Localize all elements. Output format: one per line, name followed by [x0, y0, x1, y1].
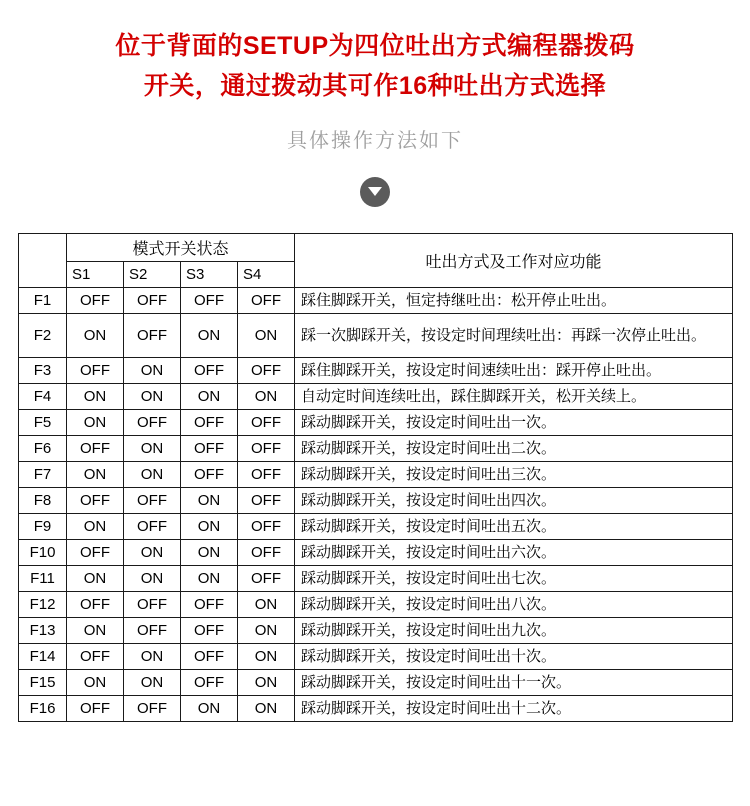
switch-state-s4: OFF [238, 288, 295, 314]
switch-state-s4: OFF [238, 462, 295, 488]
switch-state-s4: ON [238, 696, 295, 722]
switch-state-s1: OFF [67, 436, 124, 462]
switch-state-s3: OFF [181, 670, 238, 696]
switch-state-s3: OFF [181, 358, 238, 384]
switch-state-s2: ON [124, 384, 181, 410]
row-mode-id: F15 [19, 670, 67, 696]
table-row [19, 592, 733, 618]
switch-state-s1: ON [67, 618, 124, 644]
row-description: 踩动脚踩开关，按设定时间吐出十次。 [295, 644, 733, 670]
switch-state-s3: OFF [181, 436, 238, 462]
row-description: 自动定时间连续吐出，踩住脚踩开关，松开关续上。 [295, 384, 733, 410]
switch-state-s4: OFF [238, 488, 295, 514]
row-description: 踩动脚踩开关，按设定时间吐出十一次。 [295, 670, 733, 696]
switch-state-s1: OFF [67, 358, 124, 384]
header-switch-s3: S3 [181, 262, 238, 288]
row-mode-id: F11 [19, 566, 67, 592]
switch-state-s1: OFF [67, 644, 124, 670]
table-row [19, 288, 733, 314]
switch-state-s4: ON [238, 384, 295, 410]
switch-state-s2: OFF [124, 514, 181, 540]
switch-state-s3: ON [181, 514, 238, 540]
switch-state-s4: OFF [238, 410, 295, 436]
switch-state-s4: OFF [238, 514, 295, 540]
switch-state-s2: ON [124, 670, 181, 696]
table-row [19, 314, 733, 358]
header-output-function: 吐出方式及工作对应功能 [295, 234, 733, 288]
page-title [0, 0, 750, 106]
page-subtitle: 具体操作方法如下 [287, 130, 463, 152]
row-mode-id: F13 [19, 618, 67, 644]
switch-state-s2: ON [124, 436, 181, 462]
row-description: 踩动脚踩开关，按设定时间吐出九次。 [295, 618, 733, 644]
row-mode-id: F14 [19, 644, 67, 670]
row-mode-id: F3 [19, 358, 67, 384]
table-row [19, 514, 733, 540]
row-mode-id: F8 [19, 488, 67, 514]
row-description: 踩动脚踩开关，按设定时间吐出十二次。 [295, 696, 733, 722]
table-row [19, 462, 733, 488]
switch-state-s2: ON [124, 566, 181, 592]
header-mode-switch-state: 模式开关状态 [67, 234, 295, 262]
switch-state-s2: ON [124, 540, 181, 566]
switch-state-s1: ON [67, 514, 124, 540]
switch-state-s4: OFF [238, 358, 295, 384]
switch-state-s3: ON [181, 566, 238, 592]
table-row [19, 566, 733, 592]
switch-state-s1: OFF [67, 592, 124, 618]
arrow-indicator [0, 177, 750, 207]
row-description: 踩一次脚踩开关，按设定时间理续吐出：再踩一次停止吐出。 [295, 314, 733, 358]
switch-state-s2: ON [124, 644, 181, 670]
switch-state-s1: ON [67, 462, 124, 488]
headline-line-2: 开关，通过拨动其可作16种吐出方式选择 [143, 72, 607, 100]
switch-state-s2: OFF [124, 618, 181, 644]
switch-state-s3: OFF [181, 592, 238, 618]
switch-state-s1: ON [67, 566, 124, 592]
table-row [19, 618, 733, 644]
switch-state-s2: OFF [124, 410, 181, 436]
switch-state-s2: OFF [124, 592, 181, 618]
switch-state-s2: OFF [124, 488, 181, 514]
row-mode-id: F5 [19, 410, 67, 436]
switch-state-s4: ON [238, 314, 295, 358]
switch-state-s1: OFF [67, 696, 124, 722]
row-mode-id: F16 [19, 696, 67, 722]
table-row [19, 540, 733, 566]
chevron-down-icon [360, 177, 390, 207]
table-row [19, 696, 733, 722]
switch-state-s1: OFF [67, 488, 124, 514]
switch-state-s2: OFF [124, 288, 181, 314]
row-description: 踩动脚踩开关，按设定时间吐出七次。 [295, 566, 733, 592]
row-mode-id: F4 [19, 384, 67, 410]
switch-state-s1: ON [67, 384, 124, 410]
switch-state-s2: OFF [124, 314, 181, 358]
row-mode-id: F9 [19, 514, 67, 540]
switch-state-s2: ON [124, 462, 181, 488]
switch-state-s3: ON [181, 314, 238, 358]
row-description: 踩动脚踩开关，按设定时间吐出六次。 [295, 540, 733, 566]
switch-state-s1: ON [67, 410, 124, 436]
row-description: 踩住脚踩开关，恒定持继吐出：松开停止吐出。 [295, 288, 733, 314]
table-row [19, 410, 733, 436]
switch-state-s4: ON [238, 644, 295, 670]
row-mode-id: F2 [19, 314, 67, 358]
spec-table-container [18, 233, 732, 722]
switch-state-s1: ON [67, 314, 124, 358]
switch-state-s3: OFF [181, 618, 238, 644]
header-switch-s1: S1 [67, 262, 124, 288]
switch-state-s3: OFF [181, 288, 238, 314]
row-description: 踩动脚踩开关，按设定时间吐出四次。 [295, 488, 733, 514]
table-row [19, 670, 733, 696]
switch-state-s3: ON [181, 384, 238, 410]
switch-state-s4: ON [238, 618, 295, 644]
switch-state-s4: OFF [238, 566, 295, 592]
switch-state-s3: ON [181, 696, 238, 722]
row-description: 踩动脚踩开关，按设定时间吐出八次。 [295, 592, 733, 618]
switch-state-s1: ON [67, 670, 124, 696]
switch-state-s3: OFF [181, 462, 238, 488]
switch-state-s4: OFF [238, 540, 295, 566]
headline-line-1: 位于背面的SETUP为四位吐出方式编程器拨码 [115, 32, 635, 60]
table-corner-cell [19, 234, 67, 262]
row-mode-id: F1 [19, 288, 67, 314]
switch-state-s1: OFF [67, 288, 124, 314]
switch-state-s3: ON [181, 540, 238, 566]
row-mode-id: F7 [19, 462, 67, 488]
switch-state-s4: OFF [238, 436, 295, 462]
row-description: 踩动脚踩开关，按设定时间吐出五次。 [295, 514, 733, 540]
switch-state-s2: ON [124, 358, 181, 384]
table-header-row-groups [19, 234, 733, 262]
table-row [19, 436, 733, 462]
switch-state-s3: OFF [181, 410, 238, 436]
row-mode-id: F12 [19, 592, 67, 618]
table-row [19, 644, 733, 670]
switch-state-s3: OFF [181, 644, 238, 670]
switch-state-s4: ON [238, 670, 295, 696]
header-switch-s4: S4 [238, 262, 295, 288]
switch-state-s4: ON [238, 592, 295, 618]
table-row [19, 358, 733, 384]
switch-state-s1: OFF [67, 540, 124, 566]
row-mode-id: F10 [19, 540, 67, 566]
mode-switch-table [18, 233, 733, 722]
row-mode-id: F6 [19, 436, 67, 462]
row-description: 踩动脚踩开关，按设定时间吐出一次。 [295, 410, 733, 436]
table-row [19, 384, 733, 410]
row-description: 踩住脚踩开关，按设定时间速续吐出：踩开停止吐出。 [295, 358, 733, 384]
row-description: 踩动脚踩开关，按设定时间吐出三次。 [295, 462, 733, 488]
switch-state-s2: OFF [124, 696, 181, 722]
table-corner-cell-lower [19, 262, 67, 288]
row-description: 踩动脚踩开关，按设定时间吐出二次。 [295, 436, 733, 462]
header-switch-s2: S2 [124, 262, 181, 288]
switch-state-s3: ON [181, 488, 238, 514]
table-row [19, 488, 733, 514]
